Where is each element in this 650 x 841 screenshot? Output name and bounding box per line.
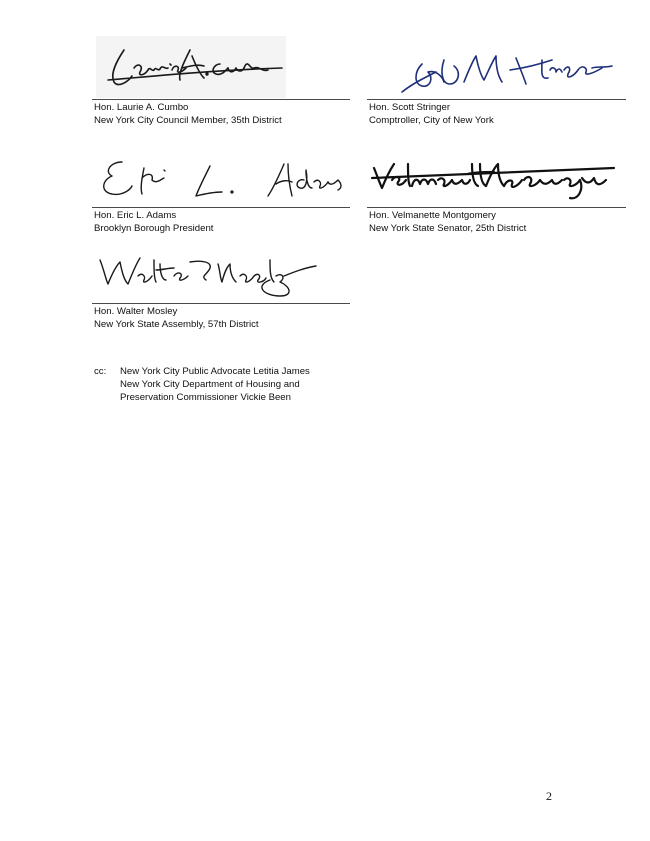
signature-montgomery [368, 150, 618, 206]
cc-recipient-line: Preservation Commissioner Vickie Been [120, 392, 291, 403]
signature-line-mosley [92, 303, 350, 304]
cc-recipient-line: New York City Department of Housing and [120, 379, 300, 390]
signatory-title-cumbo: New York City Council Member, 35th District [94, 115, 282, 126]
signatory-title-montgomery: New York State Senator, 25th District [369, 223, 527, 234]
cc-label: cc: [94, 366, 107, 377]
page-number: 2 [546, 789, 552, 803]
signatory-title-mosley: New York State Assembly, 57th District [94, 319, 259, 330]
signature-line-stringer [367, 99, 626, 100]
signatory-title-stringer: Comptroller, City of New York [369, 115, 494, 126]
signatory-name-stringer: Hon. Scott Stringer [369, 102, 451, 113]
signatory-title-adams: Brooklyn Borough President [94, 223, 214, 234]
signatory-name-adams: Hon. Eric L. Adams [94, 210, 177, 221]
signature-mosley [94, 246, 324, 302]
signature-stringer [392, 38, 622, 100]
signature-cumbo [96, 36, 286, 98]
signature-line-adams [92, 207, 350, 208]
cc-recipient-line: New York City Public Advocate Letitia James [120, 366, 310, 377]
signature-line-montgomery [367, 207, 626, 208]
signature-adams [92, 150, 348, 206]
signatory-name-montgomery: Hon. Velmanette Montgomery [369, 210, 496, 221]
signatory-name-cumbo: Hon. Laurie A. Cumbo [94, 102, 189, 113]
signature-line-cumbo [92, 99, 350, 100]
signatory-name-mosley: Hon. Walter Mosley [94, 306, 178, 317]
